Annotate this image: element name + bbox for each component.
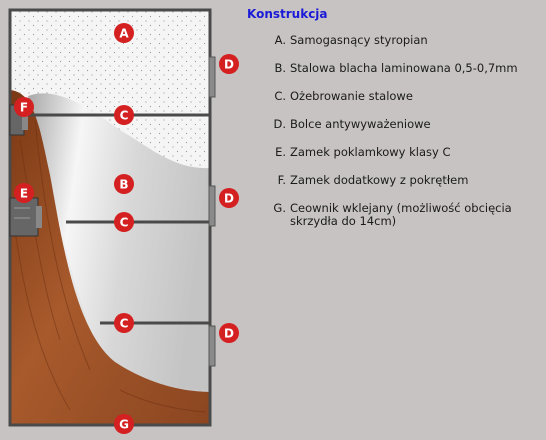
legend-letter: E. [275, 145, 286, 159]
legend-item [257, 146, 542, 159]
marker-e [14, 183, 34, 203]
marker-c-middle [114, 212, 134, 232]
marker-e-label: E [19, 186, 29, 201]
marker-c2-label: C [119, 215, 129, 230]
legend-letter: G. [273, 201, 286, 215]
marker-d-middle [219, 188, 239, 208]
bolt-top [209, 57, 215, 97]
marker-g-label: G [119, 417, 129, 432]
marker-d1-label: D [224, 57, 234, 72]
marker-d-top [219, 54, 239, 74]
marker-c3-label: C [119, 316, 129, 331]
legend-letter: B. [274, 61, 286, 75]
legend-item [257, 90, 542, 103]
marker-a-label: A [119, 26, 129, 41]
marker-a [114, 23, 134, 43]
marker-b-label: B [119, 177, 129, 192]
bolt-middle [209, 186, 215, 226]
legend-text: Stalowa blacha laminowana 0,5-0,7mm [290, 61, 518, 75]
marker-c-bottom [114, 313, 134, 333]
marker-g [114, 414, 134, 434]
legend-text: Zamek dodatkowy z pokrętłem [290, 173, 469, 187]
legend-letter: F. [277, 173, 286, 187]
legend-letter: A. [274, 33, 286, 47]
legend-item [257, 34, 542, 47]
marker-f-label: F [19, 100, 29, 115]
legend-list [257, 34, 542, 243]
legend-item [257, 62, 542, 75]
legend-item [257, 174, 542, 187]
legend-text: Samogasnący styropian [290, 33, 428, 47]
marker-f [14, 97, 34, 117]
legend-item [257, 202, 542, 228]
legend-item [257, 118, 542, 131]
marker-c-top [114, 105, 134, 125]
bolt-bottom [209, 326, 215, 366]
legend-title: Konstrukcja [247, 7, 328, 21]
marker-d3-label: D [224, 326, 234, 341]
legend-letter: D. [273, 117, 286, 131]
legend-text: Ceownik wklejany (możliwość obcięcia skrzydła do 14cm) [290, 201, 512, 228]
legend-text: Ożebrowanie stalowe [290, 89, 413, 103]
legend-letter: C. [274, 89, 286, 103]
marker-c1-label: C [119, 108, 129, 123]
lock-main [10, 198, 42, 236]
legend-text: Zamek poklamkowy klasy C [290, 145, 451, 159]
marker-d-bottom [219, 323, 239, 343]
marker-d2-label: D [224, 191, 234, 206]
legend-text: Bolce antywyważeniowe [290, 117, 431, 131]
marker-b [114, 174, 134, 194]
